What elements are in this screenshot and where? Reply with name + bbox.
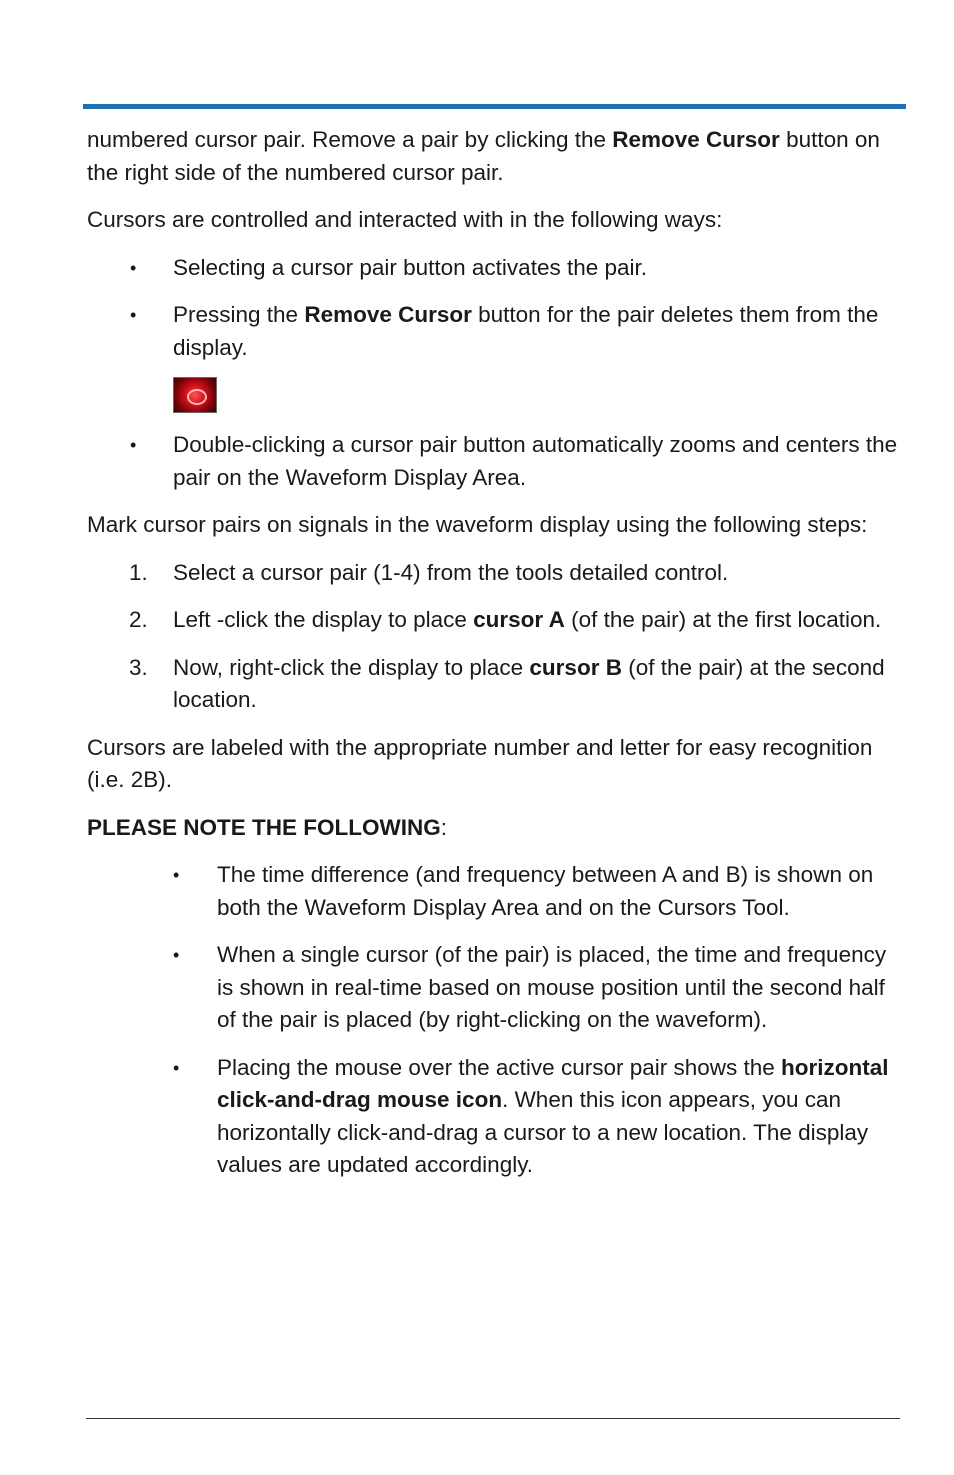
bullet: •: [130, 305, 137, 325]
list-item-text-end: button for the pair deletes them from the display.: [173, 302, 879, 360]
step-text: Select a cursor pair (1-4) from the tools detailed control.: [173, 559, 729, 585]
bullet: •: [173, 945, 180, 965]
step-item: [87, 652, 903, 717]
list-item: [87, 1052, 903, 1182]
bullet: •: [130, 257, 137, 278]
list-item: [87, 429, 903, 494]
step-text: Now, right-click the display to place: [173, 654, 530, 680]
step-number: 1.: [129, 559, 148, 585]
step-text: Left -click the display to place: [173, 607, 474, 632]
ways-intro: Cursors are controlled and interacted with in the following ways:: [87, 207, 723, 232]
step-text-end: (of the pair) at the second location.: [173, 654, 885, 712]
list-item: [87, 252, 903, 285]
steps-list: [87, 557, 903, 717]
list-item-text-end: . When this icon appears, you can horizontally click-and-drag a cursor to a new location. The display values are updated accordingly.: [217, 1087, 869, 1177]
note-heading: [87, 812, 903, 845]
step-text-end: (of the pair) at the first location.: [564, 607, 882, 632]
step-item: [87, 557, 903, 590]
bullet: •: [173, 1057, 180, 1078]
list-item-text: Selecting a cursor pair button activates the pair.: [173, 254, 648, 280]
page-body: [87, 124, 903, 1197]
list-item-text: Pressing the: [173, 302, 305, 327]
remove-cursor-icon: [173, 377, 217, 413]
list-item-text: Placing the mouse over the active cursor pair shows the: [217, 1054, 782, 1080]
list-item-text: Double-clicking a cursor pair button automatically zooms and centers the pair on the Waveform Display Area.: [173, 432, 898, 490]
intro-paragraph: [87, 124, 903, 189]
labels-paragraph: Cursors are labeled with the appropriate number and letter for easy recognition (i.e. 2B).: [87, 734, 873, 792]
bullet: •: [173, 865, 180, 885]
step-item: [87, 604, 903, 637]
step-number: 3.: [129, 654, 148, 680]
steps-intro: Mark cursor pairs on signals in the waveform display using the following steps:: [87, 512, 868, 537]
ways-list: [87, 252, 903, 365]
bullet: •: [130, 435, 137, 455]
list-item-text: When a single cursor (of the pair) is placed, the time and frequency is shown in real-time based on mouse position until the second half of the pair is placed (by right-clicking on the waveform).: [217, 942, 887, 1032]
note-list: [87, 859, 903, 1182]
list-item: [87, 299, 903, 364]
ways-list-continued: [87, 429, 903, 494]
list-item: [87, 859, 903, 924]
cursor-a-term: cursor A: [473, 607, 565, 632]
header-rule: [83, 104, 906, 109]
cursor-b-term: cursor B: [529, 654, 622, 680]
note-heading-colon: :: [440, 814, 448, 840]
remove-cursor-term: Remove Cursor: [612, 127, 780, 152]
icon-row: [87, 377, 903, 415]
drag-icon-term: horizontal click-and-drag mouse icon: [217, 1054, 889, 1112]
list-item-text: The time difference (and frequency between A and B) is shown on both the Waveform Display Area and on the Cursors Tool.: [217, 862, 874, 920]
step-number: 2.: [129, 607, 148, 632]
intro-text-end: button on the right side of the numbered cursor pair.: [87, 127, 880, 185]
remove-cursor-term: Remove Cursor: [304, 302, 472, 327]
note-heading-text: PLEASE NOTE THE FOLLOWING: [87, 814, 441, 840]
intro-text: numbered cursor pair. Remove a pair by clicking the: [87, 127, 613, 152]
list-item: [87, 939, 903, 1037]
footer-rule: [86, 1418, 900, 1419]
